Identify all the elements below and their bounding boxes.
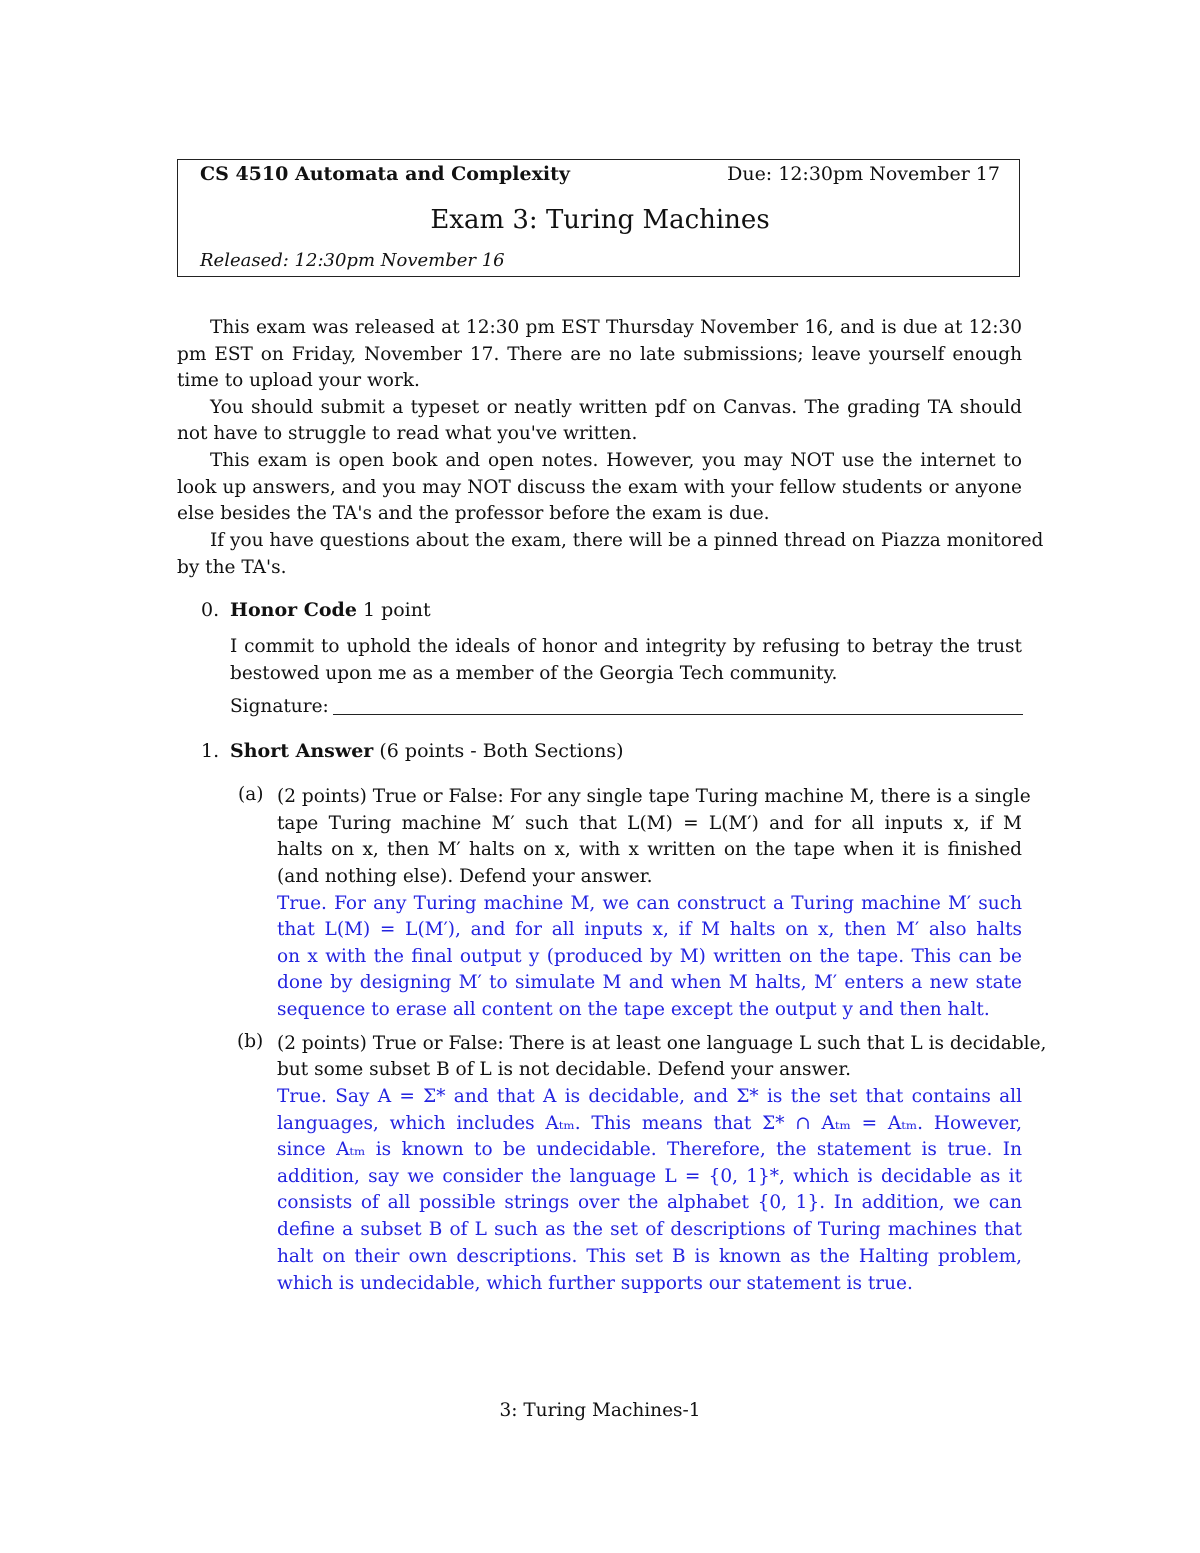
q1b-answer-line: languages, which includes Aₜₘ. This means that Σ* ∩ Aₜₘ = Aₜₘ. However,	[277, 1113, 1022, 1134]
q1a-question-line: halts on x, then M′ halts on x, with x written on the tape when it is finished	[277, 839, 1022, 860]
q1a-answer-line: done by designing M′ to simulate M and when M halts, M′ enters a new state	[277, 972, 1022, 993]
q1-points: (6 points - Both Sections)	[379, 740, 624, 762]
honor-code-text-line: bestowed upon me as a member of the Georgia Tech community.	[230, 663, 838, 684]
q1-heading	[230, 740, 623, 762]
q1a-answer-line: True. For any Turing machine M, we can construct a Turing machine M′ such	[277, 893, 1022, 914]
intro-paragraph-line: else besides the TA's and the professor before the exam is due.	[177, 503, 770, 524]
q0-number: 0.	[201, 599, 220, 621]
course-title: CS 4510 Automata and Complexity	[200, 163, 570, 185]
intro-paragraph-line: by the TA's.	[177, 557, 287, 578]
q1b-answer-line: which is undecidable, which further supports our statement is true.	[277, 1273, 913, 1294]
intro-paragraph-line: You should submit a typeset or neatly written pdf on Canvas. The grading TA should	[210, 397, 1022, 418]
exam-title: Exam 3: Turing Machines	[430, 205, 770, 235]
q1a-question-line: (2 points) True or False: For any single tape Turing machine M, there is a single	[277, 786, 1031, 807]
q1a-answer-line: that L(M) = L(M′), and for all inputs x, if M halts on x, then M′ also halts	[277, 919, 1022, 940]
q1-number: 1.	[201, 740, 220, 762]
q1a-answer-line: sequence to erase all content on the tape except the output y and then halt.	[277, 999, 990, 1020]
q1b-answer-line: addition, say we consider the language L = {0, 1}*, which is decidable as it	[277, 1166, 1022, 1187]
q0-title: Honor Code	[230, 599, 357, 621]
intro-paragraph-line: time to upload your work.	[177, 370, 420, 391]
q1-title: Short Answer	[230, 740, 374, 762]
q1b-answer-line: True. Say A = Σ* and that A is decidable, and Σ* is the set that contains all	[277, 1086, 1022, 1107]
q1b-answer-line: since Aₜₘ is known to be undecidable. Therefore, the statement is true. In	[277, 1139, 1022, 1160]
page-footer: 3: Turing Machines-1	[499, 1400, 701, 1421]
release-date: Released: 12:30pm November 16	[200, 250, 505, 271]
q1a-question-line: (and nothing else). Defend your answer.	[277, 866, 653, 887]
q0-points: 1 point	[362, 599, 431, 621]
q1b-question-line: but some subset B of L is not decidable. Defend your answer.	[277, 1059, 852, 1080]
q1b-answer-line: consists of all possible strings over the alphabet {0, 1}. In addition, we can	[277, 1192, 1022, 1213]
signature-line[interactable]	[333, 714, 1023, 715]
q1b-label: (b)	[237, 1031, 264, 1052]
q1a-answer-line: on x with the final output y (produced by M) written on the tape. This can be	[277, 946, 1022, 967]
q1b-question-line: (2 points) True or False: There is at least one language L such that L is decidable,	[277, 1033, 1047, 1054]
q1a-label: (a)	[238, 784, 264, 805]
intro-paragraph-line: look up answers, and you may NOT discuss the exam with your fellow students or anyone	[177, 477, 1022, 498]
intro-paragraph-line: not have to struggle to read what you've written.	[177, 423, 638, 444]
intro-paragraph-line: This exam is open book and open notes. However, you may NOT use the internet to	[210, 450, 1022, 471]
honor-code-text-line: I commit to uphold the ideals of honor and integrity by refusing to betray the trust	[230, 636, 1022, 657]
q1b-answer-line: halt on their own descriptions. This set B is known as the Halting problem,	[277, 1246, 1022, 1267]
signature-label: Signature:	[230, 696, 329, 717]
q1a-question-line: tape Turing machine M′ such that L(M) = L(M′) and for all inputs x, if M	[277, 813, 1022, 834]
q0-heading	[230, 599, 431, 621]
due-date: Due: 12:30pm November 17	[727, 163, 1000, 185]
q1b-answer-line: define a subset B of L such as the set of descriptions of Turing machines that	[277, 1219, 1022, 1240]
intro-paragraph-line: pm EST on Friday, November 17. There are no late submissions; leave yourself enough	[177, 344, 1022, 365]
intro-paragraph-line: This exam was released at 12:30 pm EST Thursday November 16, and is due at 12:30	[210, 317, 1022, 338]
intro-paragraph-line: If you have questions about the exam, there will be a pinned thread on Piazza monitored	[210, 530, 1044, 551]
